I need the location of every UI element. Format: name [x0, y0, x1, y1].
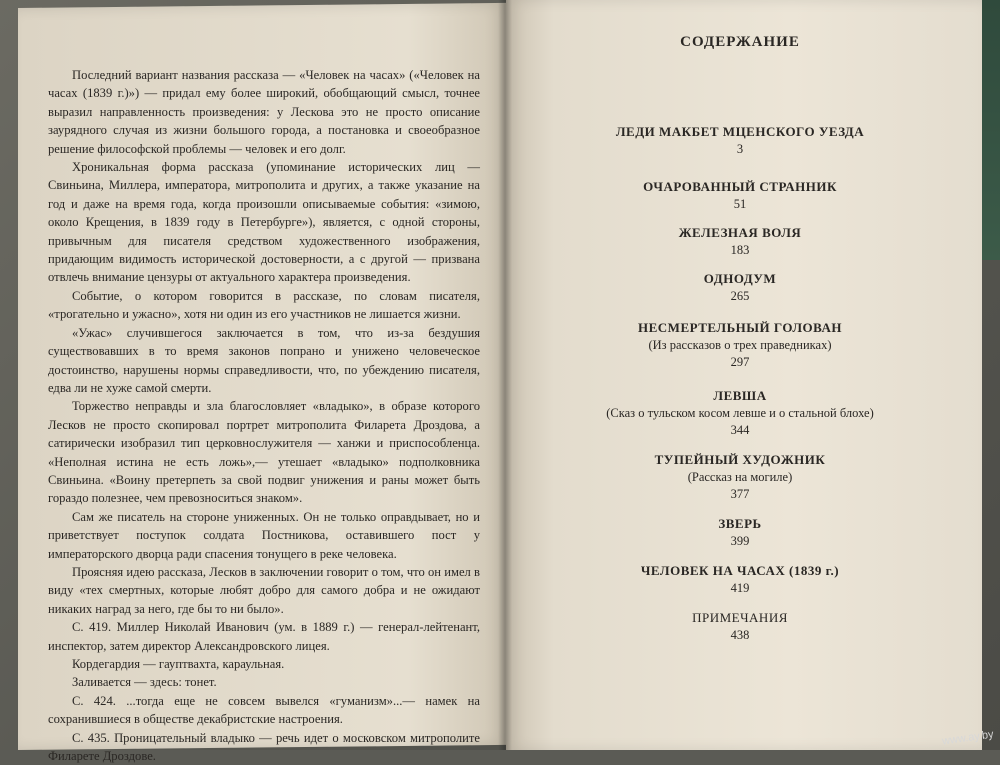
- note: Заливается — здесь: тонет.: [72, 675, 217, 690]
- toc-page: 297: [730, 355, 750, 369]
- toc-title: ЧЕЛОВЕК НА ЧАСАХ (1839 г.): [640, 563, 840, 578]
- toc-title: ОДНОДУМ: [703, 271, 777, 286]
- toc-entry: [530, 515, 950, 550]
- toc-entry: [530, 387, 950, 439]
- toc-entry: [530, 609, 950, 644]
- toc-subtitle: (Сказ о тульском косом левше и о стальной блохе): [606, 406, 874, 420]
- paragraph: Последний вариант названия рассказа — «Человек на часах» («Человек на часах (1839 г.)») — придал ему более широкий, обобщающий смысл, точнее выразил направленность произведения: у Лескова это не просто описание заурядного случая из жизни большого города, а постановка и своеобразное решение философской проблемы — человек и его долг.: [48, 68, 480, 156]
- toc-entry: [530, 562, 950, 597]
- toc-page: 344: [730, 423, 750, 437]
- toc-page: 265: [730, 289, 750, 303]
- toc-page: 438: [730, 628, 750, 642]
- toc-title: ТУПЕЙНЫЙ ХУДОЖНИК: [654, 452, 826, 467]
- toc-entry: [530, 224, 950, 259]
- toc-page: 3: [736, 142, 744, 156]
- toc-entry: [530, 319, 950, 371]
- toc-title: ЛЕВША: [713, 388, 767, 403]
- toc-title: ОЧАРОВАННЫЙ СТРАННИК: [643, 179, 837, 194]
- watermark: www.ay.by: [941, 728, 995, 748]
- toc-page: 183: [730, 243, 750, 257]
- paragraph: Событие, о котором говорится в рассказе, по словам писателя, «трогательно и ужасно», хотя ни один из его участников не лишается жизни.: [48, 288, 480, 322]
- toc-page: 51: [733, 197, 747, 211]
- note: Кордегардия — гауптвахта, караульная.: [72, 657, 285, 671]
- toc-heading: СОДЕРЖАНИЕ: [680, 34, 800, 50]
- toc-title: ЛЕДИ МАКБЕТ МЦЕНСКОГО УЕЗДА: [615, 124, 865, 139]
- note: С. 435. Проницательный владыко — речь идет о московском митрополите Филарете Дроздове.: [48, 730, 480, 764]
- toc-title: ПРИМЕЧАНИЯ: [692, 610, 788, 625]
- left-page-text: [48, 66, 480, 765]
- note: С. 419. Миллер Николай Иванович (ум. в 1889 г.) — генерал-лейтенант, инспектор, затем директор Александровского лицея.: [48, 620, 480, 653]
- note: С. 424. ...тогда еще не совсем вывелся «гуманизм»...— намек на сохранившиеся в обществе декабристские настроения.: [48, 693, 480, 727]
- toc-subtitle: (Рассказ на могиле): [687, 470, 793, 484]
- toc-entry: [530, 123, 950, 158]
- paragraph: «Ужас» случившегося заключается в том, что из-за бездушия существовавших в то время законов попрано и унижено человеческое достоинство, нарушены нормы справедливости, что, по убеждению писателя, едва ли не хуже самой смерти.: [48, 325, 480, 395]
- toc-page: 419: [730, 581, 750, 595]
- paragraph: Сам же писатель на стороне униженных. Он не только оправдывает, но и приветствует поступок солдата Постникова, оставившего пост у императорского дворца ради спасения тонущего в реке человека.: [48, 509, 480, 561]
- toc-page: 399: [730, 534, 750, 548]
- toc-entry: [530, 178, 950, 213]
- toc-entry: [530, 270, 950, 305]
- toc-page: 377: [730, 487, 750, 501]
- toc-title: НЕСМЕРТЕЛЬНЫЙ ГОЛОВАН: [638, 320, 842, 335]
- toc-subtitle: (Из рассказов о трех праведниках): [648, 338, 832, 352]
- paragraph: Проясняя идею рассказа, Лесков в заключении говорит о том, что он имел в виду «тех смертных, которые любят добро для самого добра и не ожидают никаких наград за него, где бы то ни было».: [48, 564, 480, 616]
- paragraph: Торжество неправды и зла благословляет «владыко», в образе которого Лесков не просто скопировал портрет митрополита Филарета Дроздова, а сатирически изобразил тип церковнослужителя — ханжи и приспособленца. «Неполная истина не есть ложь»,— утешает «владыко» подполковника Свиньина. «Воину претерпеть за свой подвиг унижения и раны может быть гораздо полезнее, чем превозноситься знаком».: [48, 399, 480, 506]
- toc-title: ЗВЕРЬ: [718, 516, 762, 531]
- toc-entry: [530, 451, 950, 503]
- toc-title: ЖЕЛЕЗНАЯ ВОЛЯ: [678, 225, 802, 240]
- book-gutter: [498, 0, 512, 750]
- table-of-contents: [530, 28, 950, 644]
- paragraph: Хроникальная форма рассказа (упоминание исторических лиц — Свиньина, Миллера, императора, митрополита и других, а также указание на год и даже на время года, когда произошли описываемые события: «зимою, около Крещения, в 1839 году в Петербурге»), является, с одной стороны, привычным для писателя средством художественного изображения, придающим видимость исторической достоверности, а с другой — призвана отвлечь внимание цензуры от актуального характера произведения.: [48, 160, 480, 285]
